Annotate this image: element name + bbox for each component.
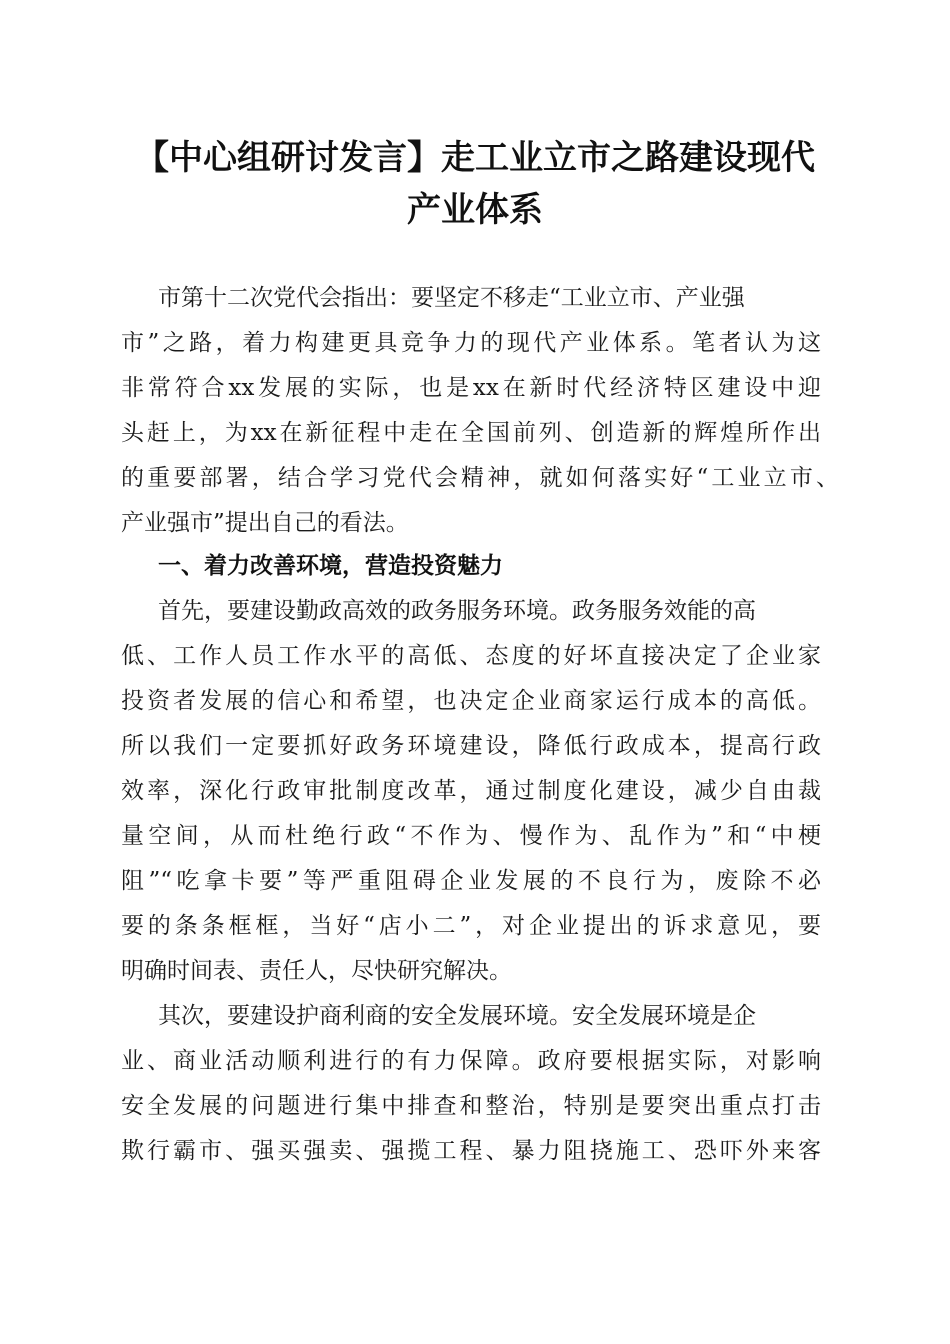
text-line: 非常符合xx发展的实际，也是xx在新时代经济特区建设中迎 <box>121 375 821 401</box>
text-line: 低、工作人员工作水平的高低、态度的好坏直接决定了企业家 <box>121 643 821 669</box>
title-line-2: 产业体系 <box>407 190 543 230</box>
document-title <box>115 132 835 236</box>
text-line: 阻”“吃拿卡要”等严重阻碍企业发展的不良行为，废除不必 <box>121 868 821 894</box>
text-line: 明确时间表、责任人，尽快研究解决。 <box>121 958 512 984</box>
text-line: 市”之路，着力构建更具竞争力的现代产业体系。笔者认为这 <box>121 330 821 356</box>
text-line: 的重要部署，结合学习党代会精神，就如何落实好“工业立市、 <box>121 465 839 491</box>
text-line: 产业强市”提出自己的看法。 <box>121 510 409 536</box>
text-line: 业、商业活动顺利进行的有力保障。政府要根据实际，对影响 <box>121 1048 821 1074</box>
text-line: 效率，深化行政审批制度改革，通过制度化建设，减少自由裁 <box>121 778 821 804</box>
section-heading: 一、着力改善环境，营造投资魅力 <box>158 553 503 579</box>
text-line: 欺行霸市、强买强卖、强揽工程、暴力阻挠施工、恐吓外来客 <box>121 1138 821 1164</box>
text-line: 量空间，从而杜绝行政“不作为、慢作为、乱作为”和“中梗 <box>121 823 821 849</box>
title-line-1: 【中心组研讨发言】走工业立市之路建设现代 <box>135 138 815 178</box>
text-line: 市第十二次党代会指出：要坚定不移走“工业立市、产业强 <box>158 285 745 311</box>
text-line: 首先，要建设勤政高效的政务服务环境。政务服务效能的高 <box>158 598 756 624</box>
text-line: 所以我们一定要抓好政务环境建设，降低行政成本，提高行政 <box>121 733 821 759</box>
text-line: 投资者发展的信心和希望，也决定企业商家运行成本的高低。 <box>121 688 821 714</box>
text-line: 要的条条框框，当好“店小二”，对企业提出的诉求意见，要 <box>121 913 821 939</box>
text-line: 安全发展的问题进行集中排查和整治，特别是要突出重点打击 <box>121 1093 821 1119</box>
text-line: 头赶上，为xx在新征程中走在全国前列、创造新的辉煌所作出 <box>121 420 821 446</box>
text-line: 其次，要建设护商利商的安全发展环境。安全发展环境是企 <box>158 1003 756 1029</box>
